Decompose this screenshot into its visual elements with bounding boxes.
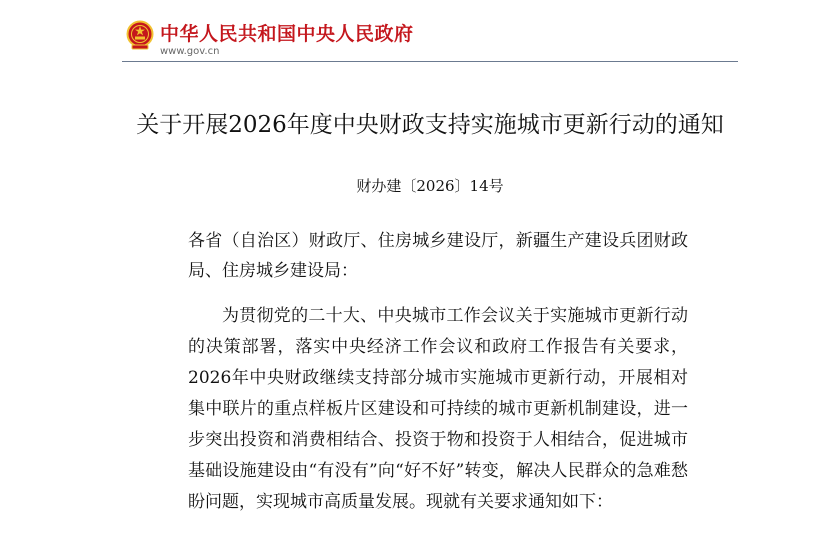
national-emblem-icon[interactable] xyxy=(126,20,154,50)
addressee: 各省（自治区）财政厅、住房城乡建设厅，新疆生产建设兵团财政局、住房城乡建设局： xyxy=(188,231,688,281)
site-url[interactable]: www.gov.cn xyxy=(160,46,220,57)
document-title: 关于开展2026年度中央财政支持实施城市更新行动的通知 xyxy=(136,112,724,138)
site-header xyxy=(0,0,839,64)
site-name[interactable]: 中华人民共和国中央人民政府 xyxy=(160,23,414,45)
body-paragraph: 为贯彻党的二十大、中央城市工作会议关于实施城市更新行动的决策部署，落实中央经济工作会议和政府工作报告有关要求，2026年中央财政继续支持部分城市实施城市更新行动，开展相对集中联片的重点样板片区建设和可持续的城市更新机制建设，进一步突出投资和消费相结合、投资于物和投资于人相结合，促进城市基础设施建设由“有没有”向“好不好”转变，解决人民群众的急难愁盼问题，实现城市高质量发展。现就有关要求通知如下： xyxy=(188,306,688,512)
document-number: 财办建〔2026〕14号 xyxy=(356,177,504,195)
header-divider xyxy=(122,61,738,62)
